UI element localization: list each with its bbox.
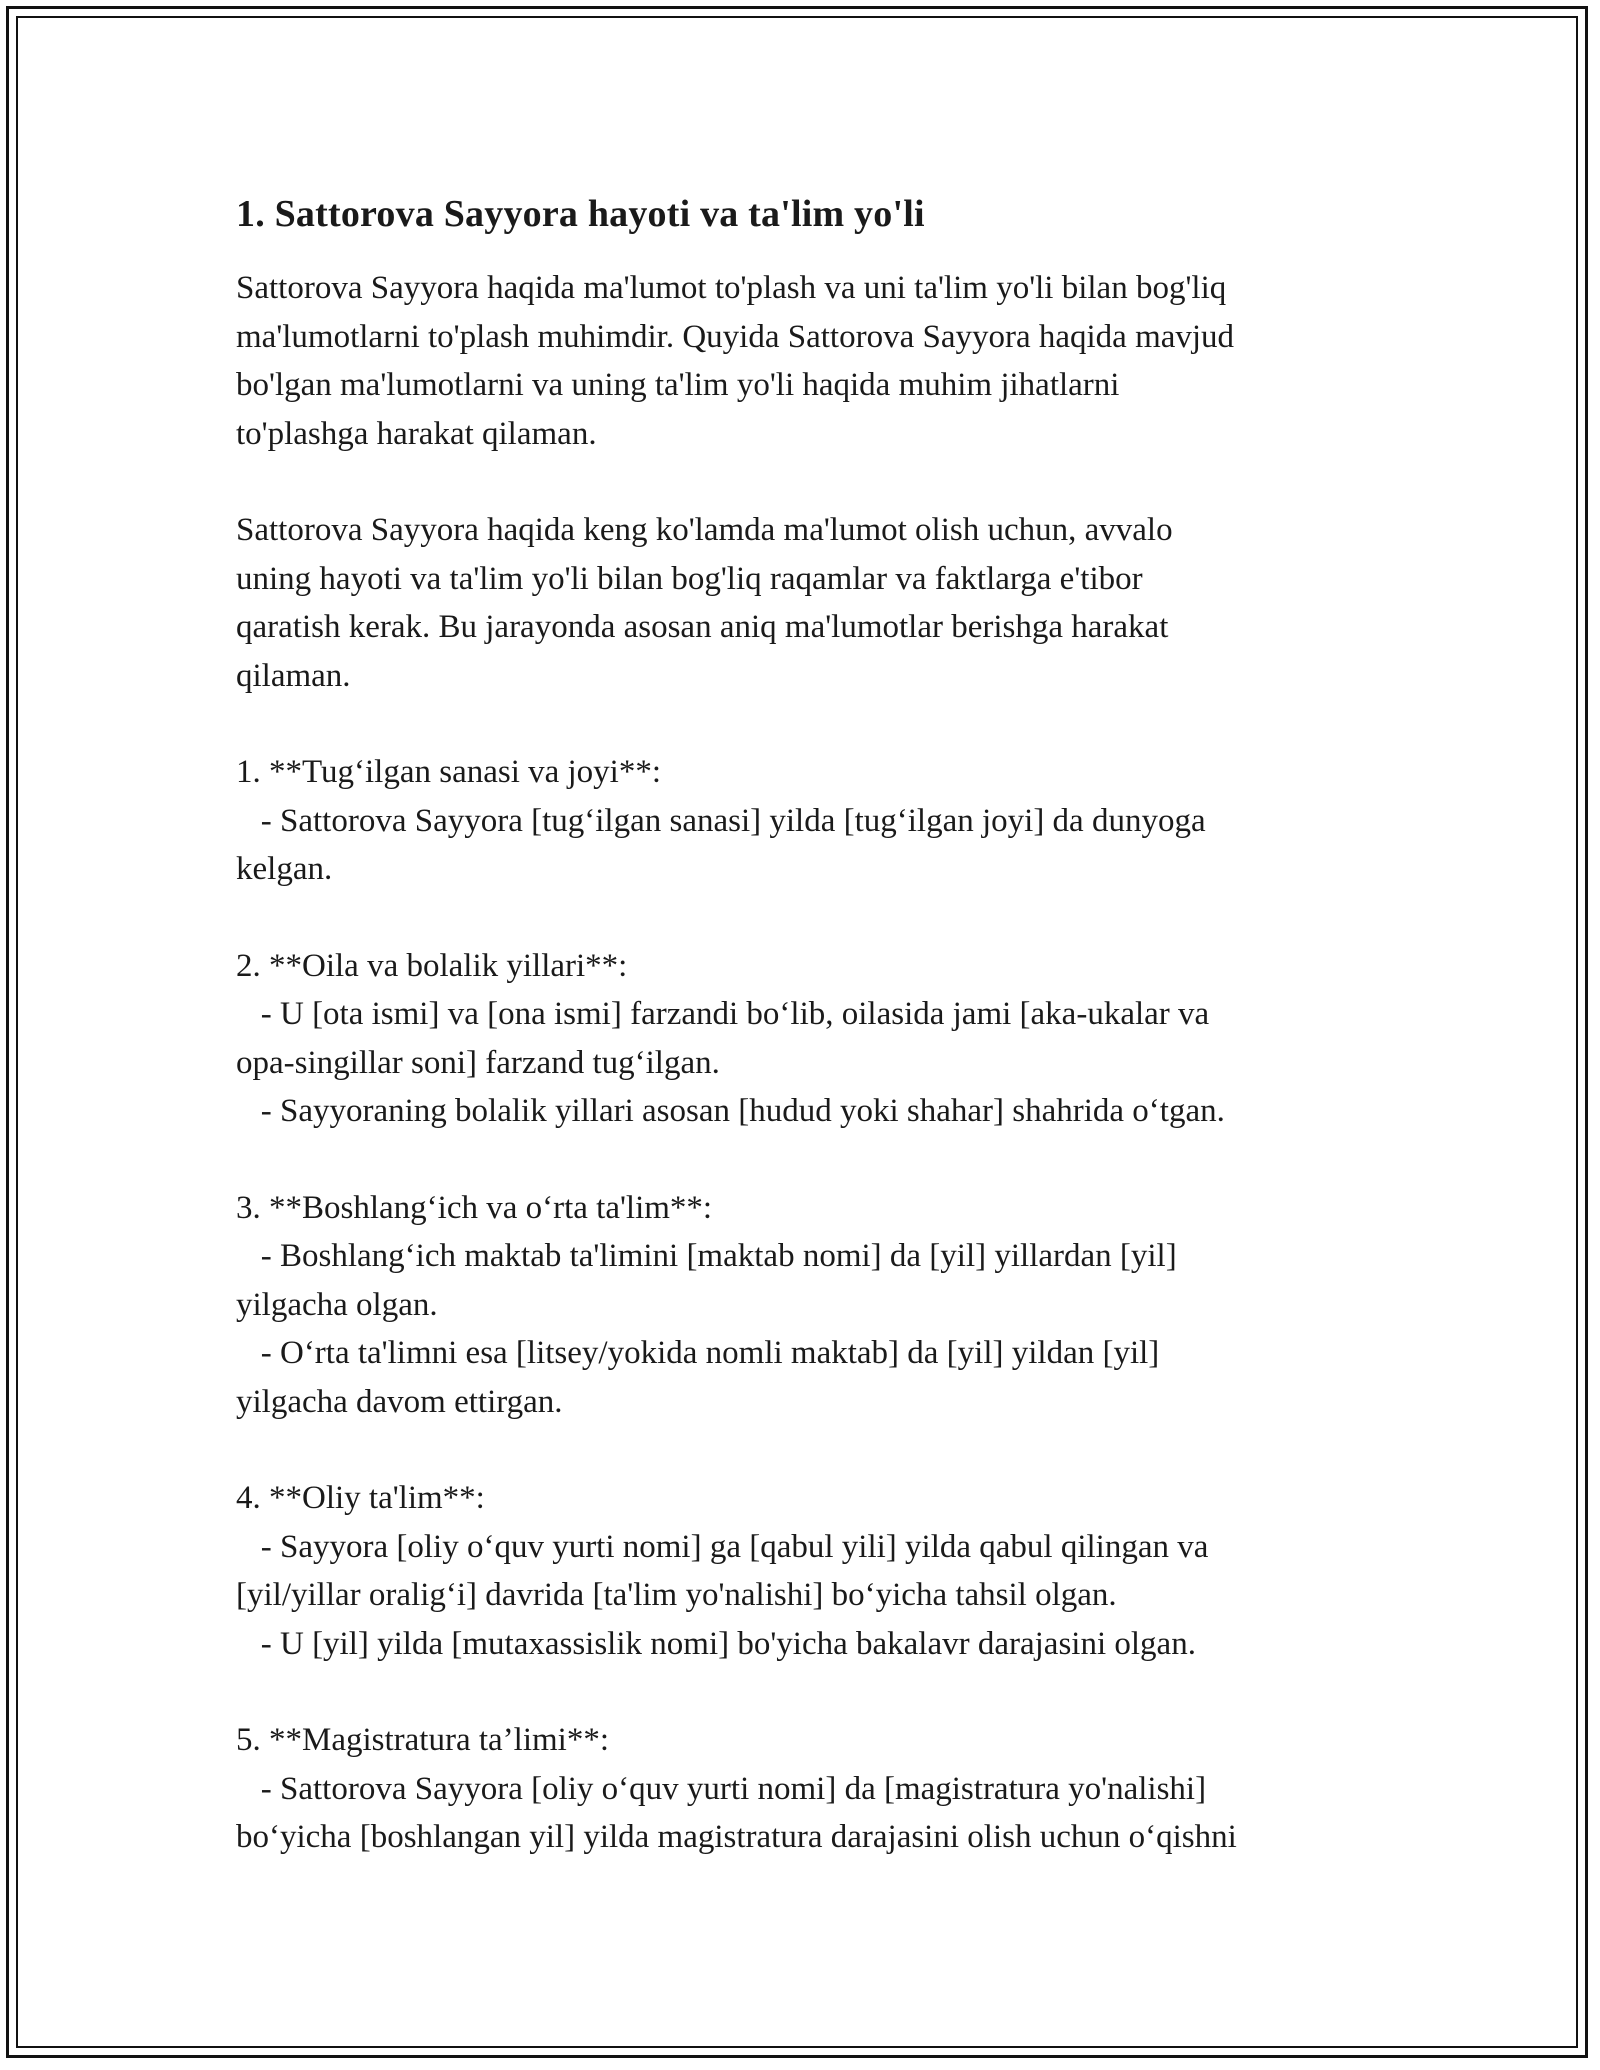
text-line: uning hayoti va ta'lim yo'li bilan bog'liq raqamlar va faktlarga e'tibor: [236, 560, 1143, 597]
section-heading: 3. **Boshlang‘ich va o‘rta ta'lim**:: [236, 1189, 713, 1226]
text-line: to'plashga harakat qilaman.: [236, 415, 597, 452]
section-masters: [236, 1716, 1366, 1862]
document-body: [236, 186, 1366, 1910]
text-line: - U [ota ismi] va [ona ismi] farzandi bo‘lib, oilasida jami [aka-ukalar va: [236, 996, 1210, 1032]
section-school: [236, 1184, 1366, 1427]
text-line: - Boshlang‘ich maktab ta'limini [maktab nomi] da [yil] yillardan [yil]: [236, 1238, 1177, 1274]
text-line: [yil/yillar oralig‘i] davrida [ta'lim yo'nalishi] bo‘yicha tahsil olgan.: [236, 1577, 1117, 1613]
text-line: qilaman.: [236, 657, 351, 694]
text-line: bo'lgan ma'lumotlarni va uning ta'lim yo'li haqida muhim jihatlarni: [236, 367, 1120, 403]
text-line: qaratish kerak. Bu jarayonda asosan aniq ma'lumotlar berishga harakat: [236, 609, 1169, 645]
text-line: - U [yil] yilda [mutaxassislik nomi] bo'yicha bakalavr darajasini olgan.: [236, 1625, 1196, 1662]
text-line: - Sattorova Sayyora [oliy o‘quv yurti nomi] da [magistratura yo'nalishi]: [236, 1770, 1207, 1807]
text-line: ma'lumotlarni to'plash muhimdir. Quyida Sattorova Sayyora haqida mavjud: [236, 318, 1235, 355]
document-title: 1. Sattorova Sayyora hayoti va ta'lim yo'li: [236, 193, 925, 235]
section-birth: [236, 748, 1366, 894]
text-line: - Sattorova Sayyora [tug‘ilgan sanasi] yilda [tug‘ilgan joyi] da dunyoga: [236, 802, 1206, 839]
text-line: - O‘rta ta'limni esa [litsey/yokida nomli maktab] da [yil] yildan [yil]: [236, 1335, 1160, 1371]
text-line: - Sayyoraning bolalik yillari asosan [hudud yoki shahar] shahrida o‘tgan.: [236, 1093, 1225, 1129]
text-line: yilgacha davom ettirgan.: [236, 1383, 563, 1420]
section-higher-education: [236, 1474, 1366, 1668]
section-heading: 2. **Oila va bolalik yillari**:: [236, 947, 628, 984]
text-line: Sattorova Sayyora haqida keng ko'lamda ma'lumot olish uchun, avvalo: [236, 512, 1173, 548]
intro-paragraph: [236, 264, 1366, 458]
text-line: opa-singillar soni] farzand tug‘ilgan.: [236, 1044, 720, 1081]
text-line: - Sayyora [oliy o‘quv yurti nomi] ga [qabul yili] yilda qabul qilingan va: [236, 1528, 1209, 1565]
section-family: [236, 942, 1366, 1136]
context-paragraph: [236, 506, 1366, 700]
text-line: bo‘yicha [boshlangan yil] yilda magistratura darajasini olish uchun o‘qishni: [236, 1819, 1237, 1855]
text-line: Sattorova Sayyora haqida ma'lumot to'plash va uni ta'lim yo'li bilan bog'liq: [236, 270, 1227, 306]
text-line: kelgan.: [236, 851, 333, 887]
section-heading: 1. **Tug‘ilgan sanasi va joyi**:: [236, 754, 662, 790]
section-heading: 4. **Oliy ta'lim**:: [236, 1480, 485, 1516]
text-line: yilgacha olgan.: [236, 1286, 438, 1323]
section-heading: 5. **Magistratura ta’limi**:: [236, 1722, 610, 1758]
